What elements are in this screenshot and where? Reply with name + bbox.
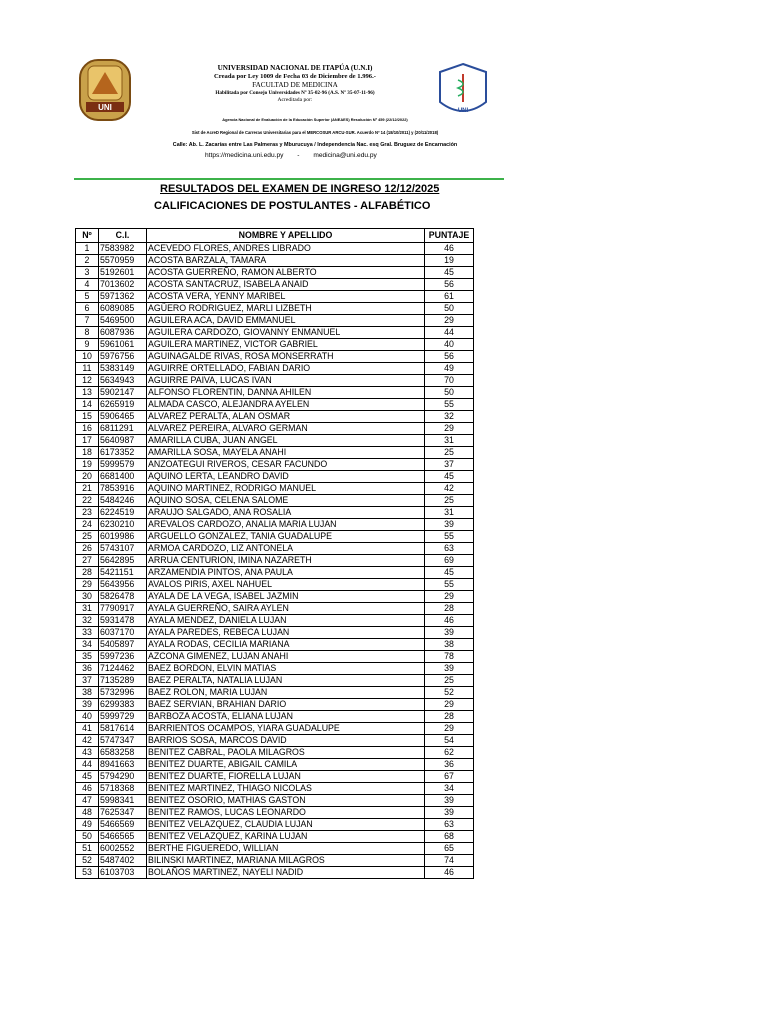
- table-row: [76, 279, 474, 291]
- row-number: 38: [76, 687, 99, 699]
- row-number: 30: [76, 591, 99, 603]
- row-number: 49: [76, 819, 99, 831]
- column-header-score: PUNTAJE: [425, 229, 474, 243]
- row-name: AYALA MENDEZ, DANIELA LUJAN: [147, 615, 425, 627]
- row-score: 38: [425, 639, 474, 651]
- table-row: [76, 807, 474, 819]
- row-ci: 6224519: [99, 507, 147, 519]
- row-number: 13: [76, 387, 99, 399]
- row-ci: 5826478: [99, 591, 147, 603]
- table-row: [76, 243, 474, 255]
- row-score: 29: [425, 699, 474, 711]
- university-name: UNIVERSIDAD NACIONAL DE ITAPÚA (U.N.I): [217, 64, 373, 72]
- faculty-logo-right: [436, 62, 490, 120]
- row-score: 39: [425, 795, 474, 807]
- row-number: 35: [76, 651, 99, 663]
- row-number: 37: [76, 675, 99, 687]
- row-name: AGUINAGALDE RIVAS, ROSA MONSERRATH: [147, 351, 425, 363]
- table-row: [76, 267, 474, 279]
- table-row: [76, 855, 474, 867]
- row-score: 37: [425, 459, 474, 471]
- table-row: [76, 387, 474, 399]
- table-row: [76, 399, 474, 411]
- row-ci: 6583258: [99, 747, 147, 759]
- link-separator: -: [297, 152, 300, 159]
- row-ci: 7583982: [99, 243, 147, 255]
- row-name: ARMOA CARDOZO, LIZ ANTONELA: [147, 543, 425, 555]
- row-name: AMARILLA CUBA, JUAN ANGEL: [147, 435, 425, 447]
- row-name: AYALA PAREDES, REBECA LUJAN: [147, 627, 425, 639]
- row-name: BOLAÑOS MARTINEZ, NAYELI NADID: [147, 867, 425, 879]
- row-score: 36: [425, 759, 474, 771]
- header-divider: [74, 178, 504, 180]
- row-name: AZCONA GIMENEZ, LUJAN ANAHI: [147, 651, 425, 663]
- row-score: 46: [425, 243, 474, 255]
- institution-info: [150, 64, 440, 104]
- row-ci: 5743107: [99, 543, 147, 555]
- logo-right-text: UNI: [457, 108, 469, 114]
- row-ci: 7790917: [99, 603, 147, 615]
- table-row: [76, 459, 474, 471]
- table-row: [76, 819, 474, 831]
- row-name: BAEZ PERALTA, NATALIA LUJAN: [147, 675, 425, 687]
- row-number: 44: [76, 759, 99, 771]
- row-ci: 6299383: [99, 699, 147, 711]
- table-row: [76, 411, 474, 423]
- row-score: 25: [425, 447, 474, 459]
- row-number: 26: [76, 543, 99, 555]
- row-ci: 5421151: [99, 567, 147, 579]
- page-title: RESULTADOS DEL EXAMEN DE INGRESO 12/12/2025: [160, 183, 440, 195]
- row-number: 20: [76, 471, 99, 483]
- creation-law: Creada por Ley 1009 de Fecha 03 de Diciembre de 1.996.-: [214, 73, 376, 80]
- row-number: 52: [76, 855, 99, 867]
- table-row: [76, 255, 474, 267]
- table-row: [76, 723, 474, 735]
- row-ci: 5817614: [99, 723, 147, 735]
- table-row: [76, 507, 474, 519]
- row-ci: 5405897: [99, 639, 147, 651]
- row-score: 55: [425, 579, 474, 591]
- row-score: 63: [425, 543, 474, 555]
- table-row: [76, 303, 474, 315]
- row-score: 28: [425, 711, 474, 723]
- table-row: [76, 327, 474, 339]
- row-number: 21: [76, 483, 99, 495]
- table-row: [76, 603, 474, 615]
- table-row: [76, 363, 474, 375]
- row-score: 45: [425, 567, 474, 579]
- row-ci: 6681400: [99, 471, 147, 483]
- row-number: 34: [76, 639, 99, 651]
- row-ci: 6265919: [99, 399, 147, 411]
- row-score: 46: [425, 867, 474, 879]
- row-ci: 5192601: [99, 267, 147, 279]
- arcu-line: Sist de AcreD Regional de Carreras Universitarias para el MERCOSUR ARCU-SUR. Acuerdo Nº 14 (18/10/2011) y (20/11/2018): [191, 130, 439, 135]
- row-number: 5: [76, 291, 99, 303]
- table-row: [76, 579, 474, 591]
- row-number: 24: [76, 519, 99, 531]
- row-score: 65: [425, 843, 474, 855]
- row-ci: 5383149: [99, 363, 147, 375]
- row-score: 52: [425, 687, 474, 699]
- row-score: 39: [425, 627, 474, 639]
- table-row: [76, 663, 474, 675]
- row-score: 69: [425, 555, 474, 567]
- row-ci: 5902147: [99, 387, 147, 399]
- table-row: [76, 447, 474, 459]
- table-row: [76, 759, 474, 771]
- row-name: BENITEZ RAMOS, LUCAS LEONARDO: [147, 807, 425, 819]
- row-ci: 5732996: [99, 687, 147, 699]
- row-name: ALVAREZ PERALTA, ALAN OSMAR: [147, 411, 425, 423]
- row-name: ACEVEDO FLORES, ANDRES LIBRADO: [147, 243, 425, 255]
- row-score: 56: [425, 351, 474, 363]
- table-row: [76, 471, 474, 483]
- row-name: ACOSTA GUERREÑO, RAMON ALBERTO: [147, 267, 425, 279]
- row-score: 31: [425, 507, 474, 519]
- row-score: 32: [425, 411, 474, 423]
- row-number: 46: [76, 783, 99, 795]
- row-name: ARRUA CENTURION, IMINA NAZARETH: [147, 555, 425, 567]
- row-score: 39: [425, 519, 474, 531]
- row-number: 22: [76, 495, 99, 507]
- row-name: AVALOS PIRIS, AXEL NAHUEL: [147, 579, 425, 591]
- row-name: BARBOZA ACOSTA, ELIANA LUJAN: [147, 711, 425, 723]
- row-name: ARGUELLO GONZALEZ, TANIA GUADALUPE: [147, 531, 425, 543]
- table-row: [76, 627, 474, 639]
- table-row: [76, 555, 474, 567]
- table-row: [76, 339, 474, 351]
- row-number: 8: [76, 327, 99, 339]
- row-ci: 5634943: [99, 375, 147, 387]
- row-number: 50: [76, 831, 99, 843]
- column-header-ci: C.I.: [99, 229, 147, 243]
- row-score: 31: [425, 435, 474, 447]
- table-row: [76, 771, 474, 783]
- row-score: 67: [425, 771, 474, 783]
- row-name: AGUIRRE ORTELLADO, FABIAN DARIO: [147, 363, 425, 375]
- row-name: BENITEZ OSORIO, MATHIAS GASTON: [147, 795, 425, 807]
- row-name: AQUINO MARTINEZ, RODRIGO MANUEL: [147, 483, 425, 495]
- row-ci: 5971362: [99, 291, 147, 303]
- row-ci: 5906465: [99, 411, 147, 423]
- row-ci: 6811291: [99, 423, 147, 435]
- table-row: [76, 495, 474, 507]
- table-row: [76, 831, 474, 843]
- row-ci: 5961061: [99, 339, 147, 351]
- table-row: [76, 591, 474, 603]
- row-number: 32: [76, 615, 99, 627]
- contact-links: [205, 152, 405, 159]
- row-name: AGÜERO RODRIGUEZ, MARLI LIZBETH: [147, 303, 425, 315]
- row-score: 29: [425, 723, 474, 735]
- row-number: 33: [76, 627, 99, 639]
- row-ci: 6002552: [99, 843, 147, 855]
- address-line: Calle: Ab. L. Zacarías entre Las Palmeras y Mburucuya / Independencia Nac. esq Gral. Bruguez de Encarnación: [172, 142, 458, 148]
- page-subtitle: CALIFICACIONES DE POSTULANTES - ALFABÉTICO: [154, 200, 431, 212]
- row-name: AGUILERA MARTINEZ, VICTOR GABRIEL: [147, 339, 425, 351]
- row-score: 74: [425, 855, 474, 867]
- table-row: [76, 651, 474, 663]
- table-row: [76, 519, 474, 531]
- row-ci: 5747347: [99, 735, 147, 747]
- row-score: 45: [425, 471, 474, 483]
- row-name: AYALA DE LA VEGA, ISABEL JAZMIN: [147, 591, 425, 603]
- row-number: 1: [76, 243, 99, 255]
- row-number: 9: [76, 339, 99, 351]
- row-number: 11: [76, 363, 99, 375]
- logo-left-text: UNI: [98, 103, 112, 112]
- row-ci: 6037170: [99, 627, 147, 639]
- row-number: 17: [76, 435, 99, 447]
- row-ci: 7013602: [99, 279, 147, 291]
- row-score: 61: [425, 291, 474, 303]
- row-score: 39: [425, 807, 474, 819]
- row-score: 34: [425, 783, 474, 795]
- row-ci: 5469500: [99, 315, 147, 327]
- row-ci: 5999579: [99, 459, 147, 471]
- faculty-name: FACULTAD DE MEDICINA: [252, 81, 338, 90]
- email-link[interactable]: medicina@uni.edu.py: [313, 152, 377, 159]
- table-row: [76, 699, 474, 711]
- row-name: ANZOATEGUI RIVEROS, CESAR FACUNDO: [147, 459, 425, 471]
- row-score: 25: [425, 675, 474, 687]
- row-ci: 6019986: [99, 531, 147, 543]
- row-number: 6: [76, 303, 99, 315]
- row-name: BENITEZ VELAZQUEZ, CLAUDIA LUJAN: [147, 819, 425, 831]
- university-logo-left: [78, 58, 132, 122]
- row-number: 40: [76, 711, 99, 723]
- row-score: 29: [425, 315, 474, 327]
- row-score: 40: [425, 339, 474, 351]
- row-number: 3: [76, 267, 99, 279]
- row-ci: 5997236: [99, 651, 147, 663]
- table-row: [76, 435, 474, 447]
- row-ci: 5484246: [99, 495, 147, 507]
- row-number: 51: [76, 843, 99, 855]
- table-row: [76, 351, 474, 363]
- website-link[interactable]: https://medicina.uni.edu.py: [205, 152, 284, 159]
- row-score: 28: [425, 603, 474, 615]
- row-name: BERTHE FIGUEREDO, WILLIAN: [147, 843, 425, 855]
- table-row: [76, 315, 474, 327]
- row-number: 2: [76, 255, 99, 267]
- row-number: 42: [76, 735, 99, 747]
- row-score: 78: [425, 651, 474, 663]
- row-name: AGUIRRE PAIVA, LUCAS IVAN: [147, 375, 425, 387]
- row-name: AREVALOS CARDOZO, ANALIA MARIA LUJAN: [147, 519, 425, 531]
- row-name: ALMADA CASCO, ALEJANDRA AYELEN: [147, 399, 425, 411]
- column-header-number: Nº: [76, 229, 99, 243]
- row-score: 54: [425, 735, 474, 747]
- row-score: 50: [425, 387, 474, 399]
- row-ci: 8941663: [99, 759, 147, 771]
- row-score: 49: [425, 363, 474, 375]
- row-number: 15: [76, 411, 99, 423]
- table-row: [76, 291, 474, 303]
- table-row: [76, 867, 474, 879]
- row-score: 68: [425, 831, 474, 843]
- row-score: 39: [425, 663, 474, 675]
- row-name: ALVAREZ PEREIRA, ALVARO GERMAN: [147, 423, 425, 435]
- table-row: [76, 675, 474, 687]
- row-score: 44: [425, 327, 474, 339]
- row-ci: 5466569: [99, 819, 147, 831]
- row-name: AMARILLA SOSA, MAYELA ANAHI: [147, 447, 425, 459]
- row-number: 53: [76, 867, 99, 879]
- row-ci: 5487402: [99, 855, 147, 867]
- row-score: 50: [425, 303, 474, 315]
- row-ci: 5718368: [99, 783, 147, 795]
- row-number: 23: [76, 507, 99, 519]
- table-row: [76, 615, 474, 627]
- row-name: ACOSTA SANTACRUZ, ISABELA ANAID: [147, 279, 425, 291]
- accredited-by: Acreditada por:: [277, 96, 313, 103]
- row-name: ARZAMENDIA PINTOS, ANA PAULA: [147, 567, 425, 579]
- row-number: 39: [76, 699, 99, 711]
- table-row: [76, 423, 474, 435]
- row-number: 10: [76, 351, 99, 363]
- table-row: [76, 375, 474, 387]
- row-number: 7: [76, 315, 99, 327]
- row-name: BENITEZ DUARTE, ABIGAIL CAMILA: [147, 759, 425, 771]
- row-ci: 7853916: [99, 483, 147, 495]
- row-score: 19: [425, 255, 474, 267]
- row-number: 19: [76, 459, 99, 471]
- row-score: 63: [425, 819, 474, 831]
- table-row: [76, 747, 474, 759]
- enabled-by: Habilitada por Consejo Universidades Nº 35-02-96 (A.S. Nº 35-07-11-96): [215, 90, 375, 97]
- row-ci: 5642895: [99, 555, 147, 567]
- row-ci: 5643956: [99, 579, 147, 591]
- row-number: 48: [76, 807, 99, 819]
- row-ci: 5466565: [99, 831, 147, 843]
- row-name: AGUILERA CARDOZO, GIOVANNY ENMANUEL: [147, 327, 425, 339]
- row-name: AYALA RODAS, CECILIA MARIANA: [147, 639, 425, 651]
- row-name: BENITEZ VELAZQUEZ, KARINA LUJAN: [147, 831, 425, 843]
- row-score: 29: [425, 423, 474, 435]
- row-number: 36: [76, 663, 99, 675]
- table-row: [76, 567, 474, 579]
- table-row: [76, 543, 474, 555]
- table-row: [76, 639, 474, 651]
- row-score: 70: [425, 375, 474, 387]
- row-number: 25: [76, 531, 99, 543]
- row-ci: 7124462: [99, 663, 147, 675]
- row-name: BARRIOS SOSA, MARCOS DAVID: [147, 735, 425, 747]
- row-number: 31: [76, 603, 99, 615]
- row-number: 28: [76, 567, 99, 579]
- row-number: 41: [76, 723, 99, 735]
- row-ci: 5570959: [99, 255, 147, 267]
- row-ci: 5999729: [99, 711, 147, 723]
- table-row: [76, 483, 474, 495]
- row-score: 29: [425, 591, 474, 603]
- row-name: ARAUJO SALGADO, ANA ROSALIA: [147, 507, 425, 519]
- column-header-name: NOMBRE Y APELLIDO: [147, 229, 425, 243]
- agency-line: Agencia Nacional de Evaluación de la Educación Superior (ANEAES) Resolución Nº 459 (22/12/2022): [222, 117, 408, 122]
- row-ci: 5976756: [99, 351, 147, 363]
- table-row: [76, 795, 474, 807]
- row-name: BAEZ ROLON, MARIA LUJAN: [147, 687, 425, 699]
- row-score: 46: [425, 615, 474, 627]
- row-number: 27: [76, 555, 99, 567]
- row-ci: 6230210: [99, 519, 147, 531]
- row-ci: 5640987: [99, 435, 147, 447]
- table-row: [76, 711, 474, 723]
- row-number: 43: [76, 747, 99, 759]
- row-score: 55: [425, 399, 474, 411]
- row-number: 45: [76, 771, 99, 783]
- row-number: 18: [76, 447, 99, 459]
- row-name: BARRIENTOS OCAMPOS, YIARA GUADALUPE: [147, 723, 425, 735]
- row-name: BAEZ BORDON, ELVIN MATIAS: [147, 663, 425, 675]
- row-score: 45: [425, 267, 474, 279]
- table-row: [76, 843, 474, 855]
- row-ci: 7135289: [99, 675, 147, 687]
- row-number: 29: [76, 579, 99, 591]
- row-name: AQUINO SOSA, CELENA SALOME: [147, 495, 425, 507]
- row-number: 12: [76, 375, 99, 387]
- table-row: [76, 531, 474, 543]
- row-ci: 7625347: [99, 807, 147, 819]
- row-name: ALFONSO FLORENTIN, DANNA AHILEN: [147, 387, 425, 399]
- document-header: [0, 0, 768, 180]
- row-score: 55: [425, 531, 474, 543]
- row-name: BILINSKI MARTINEZ, MARIANA MILAGROS: [147, 855, 425, 867]
- row-ci: 6089085: [99, 303, 147, 315]
- row-number: 4: [76, 279, 99, 291]
- row-score: 25: [425, 495, 474, 507]
- table-row: [76, 687, 474, 699]
- row-name: ACOSTA BARZALA, TAMARA: [147, 255, 425, 267]
- row-score: 62: [425, 747, 474, 759]
- row-score: 42: [425, 483, 474, 495]
- row-ci: 5794290: [99, 771, 147, 783]
- row-name: AGUILERA ACA, DAVID EMMANUEL: [147, 315, 425, 327]
- row-ci: 5931478: [99, 615, 147, 627]
- row-ci: 6173352: [99, 447, 147, 459]
- row-name: BENITEZ DUARTE, FIORELLA LUJAN: [147, 771, 425, 783]
- results-table: [75, 228, 474, 879]
- row-name: AYALA GUERREÑO, SAIRA AYLEN: [147, 603, 425, 615]
- row-number: 16: [76, 423, 99, 435]
- row-number: 14: [76, 399, 99, 411]
- row-score: 56: [425, 279, 474, 291]
- row-name: BAEZ SERVIAN, BRAHIAN DARIO: [147, 699, 425, 711]
- row-ci: 6103703: [99, 867, 147, 879]
- row-ci: 5998341: [99, 795, 147, 807]
- row-name: ACOSTA VERA, YENNY MARIBEL: [147, 291, 425, 303]
- table-header-row: [76, 229, 474, 243]
- row-name: BENITEZ CABRAL, PAOLA MILAGROS: [147, 747, 425, 759]
- row-ci: 6087936: [99, 327, 147, 339]
- table-row: [76, 735, 474, 747]
- row-name: AQUINO LERTA, LEANDRO DAVID: [147, 471, 425, 483]
- row-number: 47: [76, 795, 99, 807]
- table-row: [76, 783, 474, 795]
- row-name: BENITEZ MARTINEZ, THIAGO NICOLAS: [147, 783, 425, 795]
